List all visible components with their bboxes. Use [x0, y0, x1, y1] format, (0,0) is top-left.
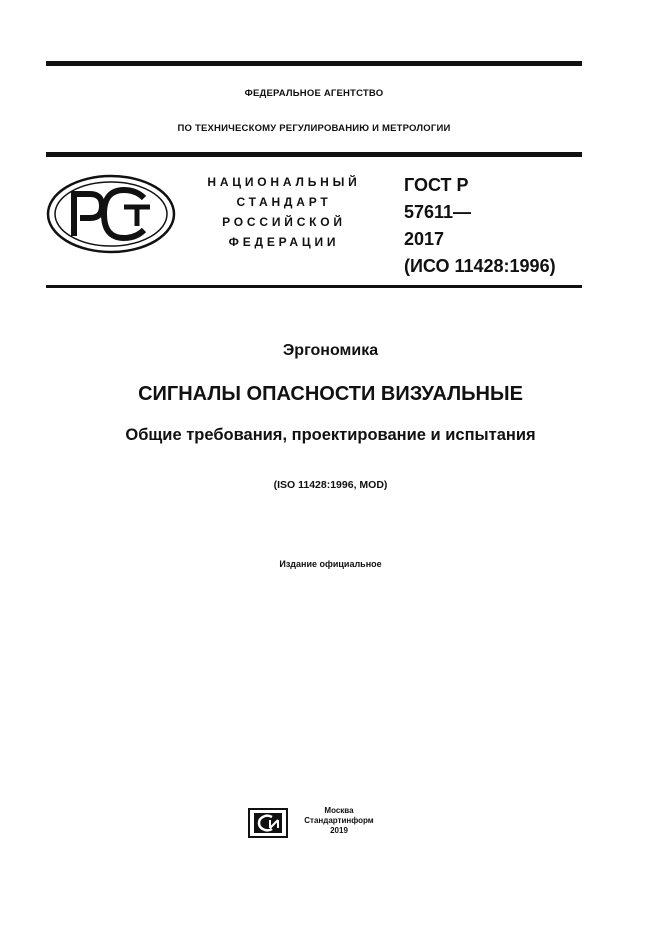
agency-line-1: ФЕДЕРАЛЬНОЕ АГЕНТСТВО	[244, 88, 384, 99]
gost-line: ГОСТ Р	[404, 175, 469, 195]
gost-r-certification-logo-icon	[46, 174, 176, 254]
edition-label: Издание официальное	[279, 559, 382, 569]
gost-line: 2017	[404, 229, 445, 249]
gost-line: (ИСО 11428:1996)	[404, 256, 556, 276]
national-line: ФЕДЕРАЦИИ	[228, 235, 340, 249]
national-line: СТАНДАРТ	[236, 195, 332, 209]
national-standard-label	[198, 172, 370, 252]
agency-line-2: ПО ТЕХНИЧЕСКОМУ РЕГУЛИРОВАНИЮ И МЕТРОЛОГИИ	[177, 123, 451, 134]
document-category: Эргономика	[282, 342, 379, 359]
national-line: РОССИЙСКОЙ	[222, 215, 346, 229]
publisher-city: Москва	[324, 806, 354, 815]
publisher-info	[294, 806, 384, 836]
iso-reference: (ISO 11428:1996, MOD)	[273, 479, 388, 491]
publisher-year: 2019	[330, 826, 348, 835]
standartinform-logo-icon	[248, 808, 288, 838]
top-rule	[46, 61, 582, 66]
national-line: НАЦИОНАЛЬНЫЙ	[207, 175, 361, 189]
bottom-rule	[46, 285, 582, 288]
publisher-name: Стандартинформ	[304, 816, 374, 825]
document-subtitle: Общие требования, проектирование и испытания	[125, 426, 536, 444]
middle-rule	[46, 152, 582, 157]
gost-designation	[404, 172, 556, 280]
gost-line: 57611—	[404, 202, 472, 222]
document-title: СИГНАЛЫ ОПАСНОСТИ ВИЗУАЛЬНЫЕ	[138, 383, 523, 405]
